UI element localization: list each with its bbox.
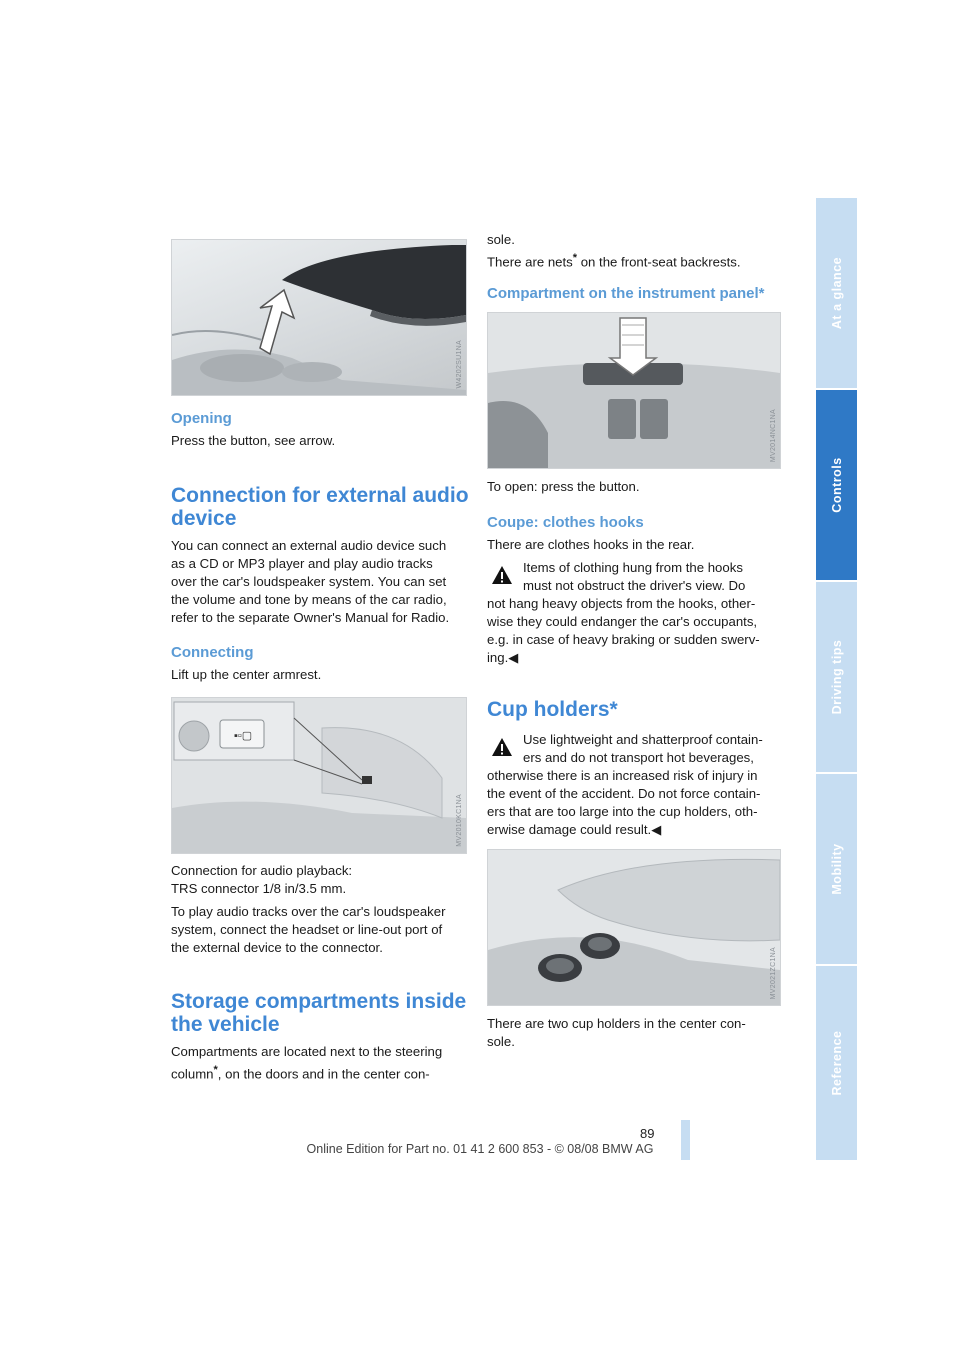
text-line: ers that are too large into the cup holders, oth-	[487, 804, 758, 819]
tab-label: Controls	[829, 457, 844, 513]
footer-text: Online Edition for Part no. 01 41 2 600 853 - © 08/08 BMW AG	[306, 1142, 654, 1156]
text-line: not hang heavy objects from the hooks, other-	[487, 596, 756, 611]
text-line: the event of the accident. Do not force contain-	[487, 786, 761, 801]
text-line: sole.	[487, 1034, 515, 1049]
text-line: There are two cup holders in the center con-	[487, 1016, 746, 1031]
tab-label: Driving tips	[829, 639, 844, 715]
text-line: TRS connector 1/8 in/3.5 mm.	[171, 881, 347, 896]
text-fragment: , on the doors and in the center con-	[217, 1066, 430, 1082]
image-code: MV2021ZC1NA	[770, 946, 777, 999]
play-paragraph	[171, 903, 445, 957]
text-line: must not obstruct the driver's view. Do	[523, 578, 746, 593]
text-line: erwise damage could result.◀	[487, 822, 662, 837]
text-line: system, connect the headset or line-out port of	[171, 922, 443, 937]
tab-at-a-glance[interactable]	[816, 198, 857, 390]
audio-heading	[171, 484, 469, 530]
text-line: Connection for audio playback:	[171, 863, 353, 878]
text-line: otherwise there is an increased risk of injury in	[487, 768, 758, 783]
panel-heading: Compartment on the instrument panel*	[487, 285, 765, 302]
tab-label: Reference	[829, 1030, 844, 1096]
text-line: To play audio tracks over the car's loudspeaker	[171, 904, 446, 919]
text-line	[171, 1061, 442, 1083]
text-fragment: column	[171, 1066, 214, 1082]
storage-heading-line: Storage compartments inside	[171, 990, 467, 1013]
hooks-heading: Coupe: clothes hooks	[487, 514, 644, 531]
opening-text: Press the button, see arrow.	[171, 433, 336, 448]
cup-text	[487, 1015, 746, 1051]
text-line: ing.◀	[487, 650, 519, 665]
page-number: 89	[640, 1126, 655, 1141]
text-line: the volume and tone by means of the car radio,	[171, 592, 447, 607]
text-line: wise they could endanger the car's occupants,	[487, 614, 758, 629]
tab-label: Mobility	[829, 843, 844, 895]
nets-text	[487, 249, 741, 271]
tab-controls[interactable]	[816, 390, 857, 582]
audio-paragraph	[171, 537, 449, 627]
text-fragment: on the front-seat backrests.	[577, 254, 741, 270]
connecting-heading: Connecting	[171, 644, 254, 661]
instrument-panel-photo	[487, 312, 781, 469]
cup-heading: Cup holders*	[487, 698, 618, 721]
audio-connector-photo	[171, 697, 467, 854]
opening-heading: Opening	[171, 410, 232, 427]
playback-text	[171, 862, 352, 898]
hooks-text: There are clothes hooks in the rear.	[487, 537, 695, 552]
text-line: as a CD or MP3 player and play audio tracks	[171, 556, 433, 571]
storage-heading	[171, 990, 466, 1036]
image-code: W4202SU1NA	[456, 340, 463, 389]
text-line: e.g. in case of heavy braking or sudden swerv-	[487, 632, 760, 647]
cup-warning	[487, 731, 787, 839]
open-text: To open: press the button.	[487, 479, 640, 494]
text-line: ers and do not transport hot beverages,	[523, 750, 754, 765]
hooks-warning	[487, 559, 787, 667]
text-line: the external device to the connector.	[171, 940, 383, 955]
text-fragment: There are nets	[487, 254, 573, 270]
image-code: MV2010KC1NA	[456, 794, 463, 847]
tab-mobility[interactable]	[816, 774, 857, 966]
tab-label: At a glance	[829, 256, 844, 330]
chapter-sidebar	[816, 198, 857, 1160]
text-line: Compartments are located next to the steering	[171, 1044, 443, 1059]
tab-driving-tips[interactable]	[816, 582, 857, 774]
text-line: You can connect an external audio device such	[171, 538, 447, 553]
cup-holders-photo	[487, 849, 781, 1006]
audio-heading-line: Connection for external audio	[171, 484, 469, 507]
connecting-text: Lift up the center armrest.	[171, 667, 322, 682]
sole-text: sole.	[487, 232, 515, 247]
text-line: Use lightweight and shatterproof contain-	[523, 732, 763, 747]
image-code: MV2014NC1NA	[770, 408, 777, 462]
storage-paragraph	[171, 1043, 442, 1083]
text-line: Items of clothing hung from the hooks	[523, 560, 743, 575]
tab-reference[interactable]	[816, 966, 857, 1160]
optional-equipment-asterisk: *	[213, 1064, 218, 1076]
optional-equipment-asterisk: *	[572, 252, 578, 264]
text-line: refer to the separate Owner's Manual for Radio.	[171, 610, 450, 625]
armrest-button-photo	[171, 239, 467, 396]
text-line: over the car's loudspeaker system. You can set	[171, 574, 447, 589]
audio-heading-line: device	[171, 507, 237, 530]
storage-heading-line: the vehicle	[171, 1013, 280, 1036]
svg-text:▪▫▢: ▪▫▢	[234, 730, 253, 742]
